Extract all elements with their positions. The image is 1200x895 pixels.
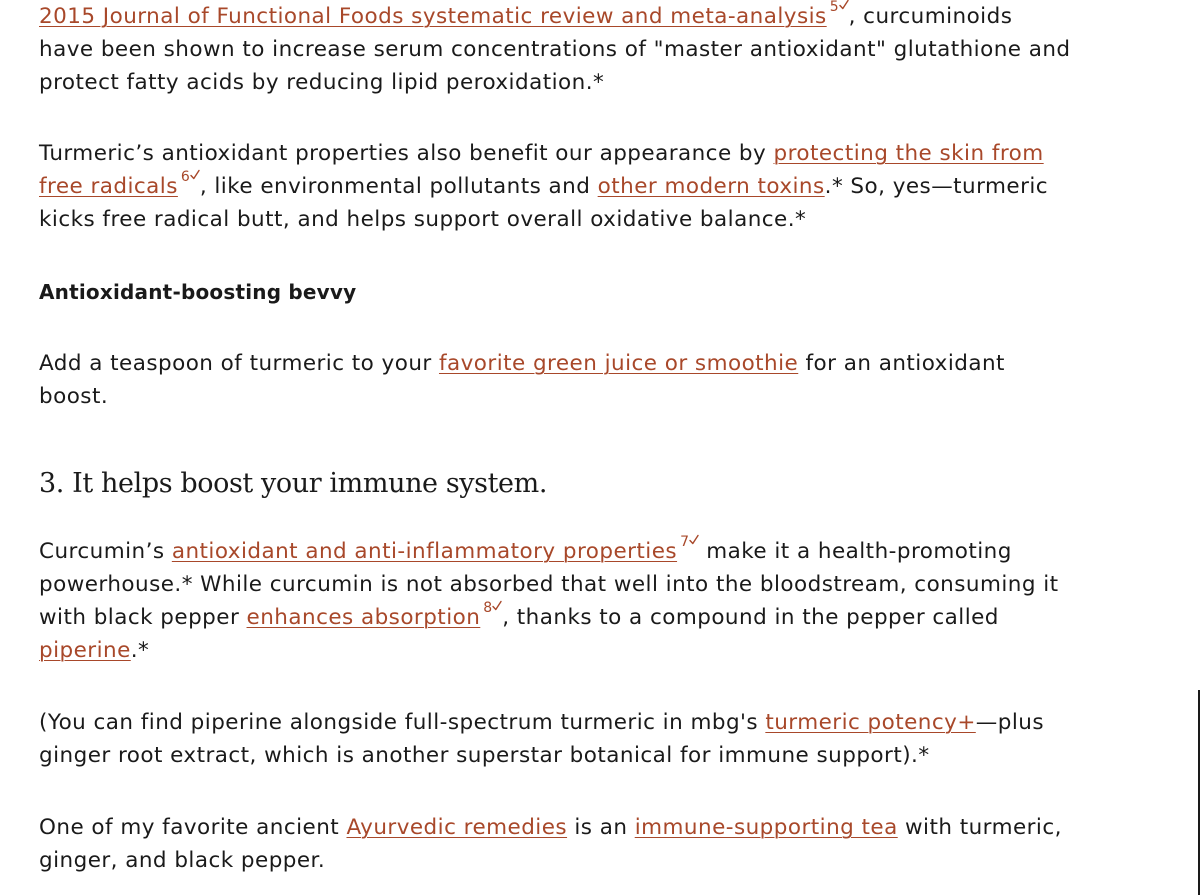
paragraph-4-line-3 (39, 601, 999, 637)
paragraph-text: One of my favorite ancient (39, 815, 347, 840)
paragraph-text: —plus (975, 710, 1044, 735)
protecting-skin-link[interactable]: protecting the skin from (773, 141, 1044, 166)
paragraph-6-line-1 (39, 811, 1062, 844)
paragraph-2-line-1 (39, 137, 1044, 170)
citation-8[interactable] (483, 600, 502, 616)
paragraph-text: make it a health-promoting (698, 539, 1012, 564)
paragraph-4-line-4 (39, 634, 149, 667)
paragraph-5-line-2: ginger root extract, which is another superstar botanical for immune support).* (39, 743, 930, 768)
paragraph-3-line-2: boost. (39, 384, 109, 409)
section-heading-immune-system: 3. It helps boost your immune system. (39, 468, 547, 499)
enhances-absorption-link[interactable]: enhances absorption (246, 605, 481, 630)
paragraph-text: Curcumin’s (39, 539, 172, 564)
paragraph-text: .* (130, 638, 150, 663)
immune-supporting-tea-link[interactable]: immune-supporting tea (634, 815, 898, 840)
paragraph-text: with turmeric, (897, 815, 1062, 840)
citation-5[interactable] (830, 0, 849, 15)
paragraph-text: .* So, yes—turmeric (824, 174, 1049, 199)
paragraph-2-line-2 (39, 170, 1048, 206)
subheading-antioxidant-bevvy: Antioxidant-boosting bevvy (39, 280, 357, 304)
paragraph-6-line-2: ginger, and black pepper. (39, 848, 326, 873)
citation-number: 6 (180, 169, 190, 185)
checkmark-icon (190, 169, 200, 181)
free-radicals-link[interactable]: free radicals (39, 174, 178, 199)
turmeric-potency-link[interactable]: turmeric potency+ (765, 710, 976, 735)
citation-number: 7 (680, 534, 689, 550)
paragraph-text: , thanks to a compound in the pepper called (502, 605, 999, 630)
checkmark-icon (839, 0, 849, 11)
paragraph-text: (You can find piperine alongside full-spectrum turmeric in mbg's (39, 710, 766, 735)
citation-6[interactable] (181, 169, 200, 185)
paragraph-text: for an antioxidant (798, 351, 1005, 376)
paragraph-5-line-1 (39, 706, 1044, 739)
citation-number: 8 (483, 600, 493, 616)
paragraph-1-line-3: protect fatty acids by reducing lipid peroxidation.* (39, 70, 605, 95)
checkmark-icon (492, 600, 502, 612)
green-juice-smoothie-link[interactable]: favorite green juice or smoothie (438, 351, 799, 376)
paragraph-text: , curcuminoids (848, 4, 1013, 29)
checkmark-icon (689, 534, 699, 546)
paragraph-text: Add a teaspoon of turmeric to your (39, 351, 439, 376)
paragraph-4-line-2: powerhouse.* While curcumin is not absorbed that well into the bloodstream, consuming it (39, 572, 1059, 597)
paragraph-1-line-2: have been shown to increase serum concentrations of "master antioxidant" glutathione and (39, 37, 1071, 62)
ayurvedic-remedies-link[interactable]: Ayurvedic remedies (346, 815, 568, 840)
paragraph-text: , like environmental pollutants and (199, 174, 598, 199)
paragraph-text: with black pepper (39, 605, 247, 630)
modern-toxins-link[interactable]: other modern toxins (597, 174, 825, 199)
citation-7[interactable] (680, 534, 699, 550)
paragraph-1-line-1 (39, 0, 1012, 36)
paragraph-3-line-1 (39, 347, 1005, 380)
citation-number: 5 (829, 0, 839, 15)
anti-inflammatory-properties-link[interactable]: antioxidant and anti-inflammatory properties (171, 539, 678, 564)
journal-meta-analysis-link[interactable]: 2015 Journal of Functional Foods systematic review and meta-analysis (39, 4, 827, 29)
paragraph-4-line-1 (39, 535, 1012, 571)
paragraph-text: Turmeric’s antioxidant properties also benefit our appearance by (39, 141, 774, 166)
paragraph-text: is an (567, 815, 635, 840)
paragraph-2-line-3: kicks free radical butt, and helps support overall oxidative balance.* (39, 207, 807, 232)
piperine-link[interactable]: piperine (39, 638, 131, 663)
